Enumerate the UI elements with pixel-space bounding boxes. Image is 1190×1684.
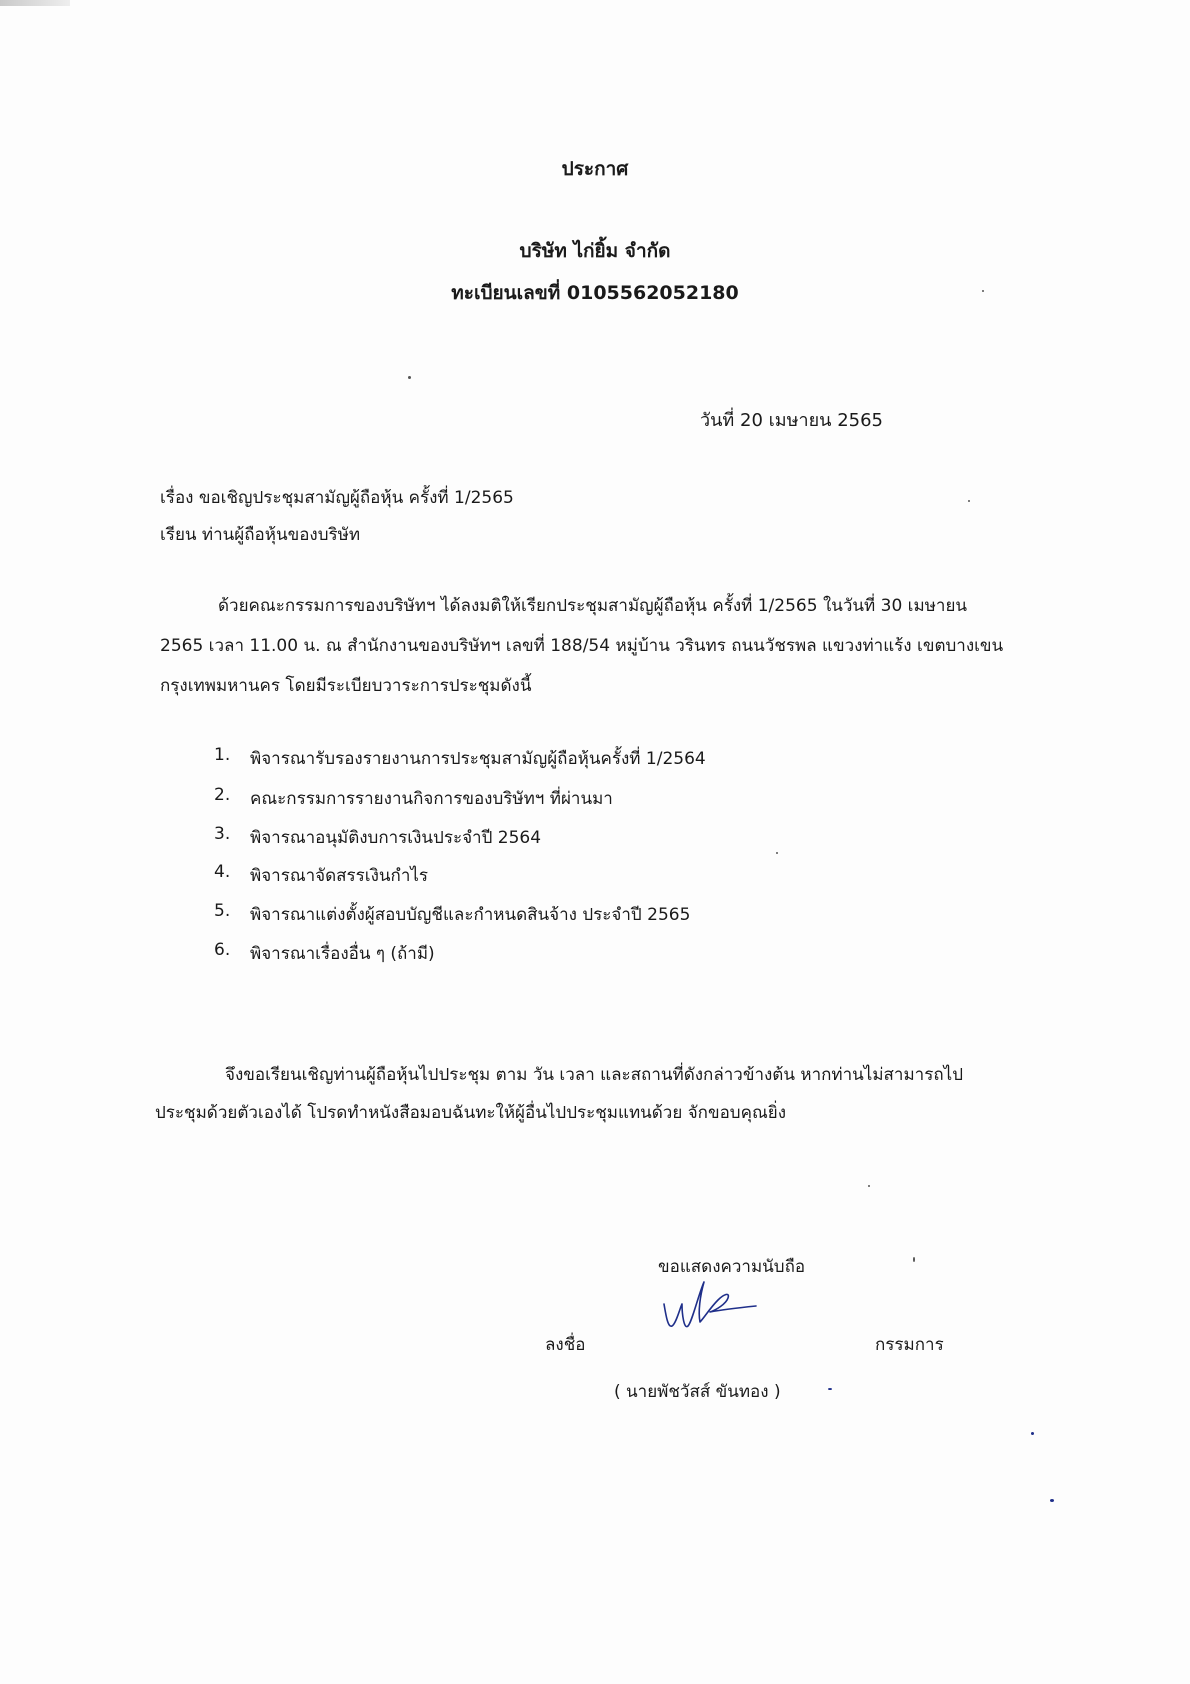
handwritten-signature <box>660 1278 760 1336</box>
scan-speck <box>828 1388 832 1390</box>
subject-line: เรื่อง ขอเชิญประชุมสามัญผู้ถือหุ้น ครั้งที่ 1/2565 <box>160 488 514 508</box>
body-line-2: 2565 เวลา 11.00 น. ณ สำนักงานของบริษัทฯ เลขที่ 188/54 หมู่บ้าน วรินทร ถนนวัชรพล แขวงท่าแร้ง เขตบางเขน <box>160 636 1004 656</box>
agenda-item: พิจารณาเรื่องอื่น ๆ (ถ้ามี) <box>250 944 435 964</box>
agenda-item: พิจารณาอนุมัติงบการเงินประจำปี 2564 <box>250 828 542 848</box>
scan-speck <box>1031 1432 1034 1435</box>
agenda-number: 5. <box>214 901 231 921</box>
recipient-line: เรียน ท่านผู้ถือหุ้นของบริษัท <box>160 525 361 545</box>
closing-line-1: จึงขอเรียนเชิญท่านผู้ถือหุ้นไปประชุม ตาม วัน เวลา และสถานที่ดังกล่าวข้างต้น หากท่านไม่สามารถไป <box>225 1065 963 1085</box>
body-line-3: กรุงเทพมหานคร โดยมีระเบียบวาระการประชุมดังนี้ <box>160 676 532 696</box>
agenda-number: 2. <box>214 785 231 805</box>
agenda-item: พิจารณาจัดสรรเงินกำไร <box>250 866 429 886</box>
registration-number: ทะเบียนเลขที่ 0105562052180 <box>451 282 739 304</box>
scan-speck <box>968 500 970 502</box>
signer-name: ( นายพัชวัสส์ ขันทอง ) <box>614 1382 781 1402</box>
scan-speck <box>408 376 411 379</box>
scan-speck <box>776 852 778 854</box>
agenda-number: 1. <box>214 745 231 765</box>
scan-speck <box>913 1257 915 1262</box>
agenda-number: 4. <box>214 862 231 882</box>
body-line-1: ด้วยคณะกรรมการของบริษัทฯ ได้ลงมติให้เรียกประชุมสามัญผู้ถือหุ้น ครั้งที่ 1/2565 ในวันที่ 30 เมษายน <box>218 596 968 616</box>
signer-position: กรรมการ <box>875 1335 944 1355</box>
scan-speck <box>868 1185 870 1187</box>
closing-line-2: ประชุมด้วยตัวเองได้ โปรดทำหนังสือมอบฉันทะให้ผู้อื่นไปประชุมแทนด้วย จักขอบคุณยิ่ง <box>155 1103 787 1123</box>
agenda-number: 3. <box>214 824 231 844</box>
agenda-item: พิจารณาแต่งตั้งผู้สอบบัญชีและกำหนดสินจ้าง ประจำปี 2565 <box>250 905 691 925</box>
document-date: วันที่ 20 เมษายน 2565 <box>700 410 883 431</box>
regards-text: ขอแสดงความนับถือ <box>658 1257 806 1277</box>
agenda-item: คณะกรรมการรายงานกิจการของบริษัทฯ ที่ผ่านมา <box>250 789 613 809</box>
company-name: บริษัท ไก่ยิ้ม จำกัด <box>519 240 671 262</box>
sign-label: ลงชื่อ <box>545 1335 586 1355</box>
scan-speck <box>982 290 984 292</box>
agenda-number: 6. <box>214 940 231 960</box>
document-title: ประกาศ <box>561 158 629 180</box>
agenda-item: พิจารณารับรองรายงานการประชุมสามัญผู้ถือหุ้นครั้งที่ 1/2564 <box>250 749 706 769</box>
scan-edge-mark <box>0 0 70 6</box>
scan-speck <box>1050 1499 1054 1502</box>
